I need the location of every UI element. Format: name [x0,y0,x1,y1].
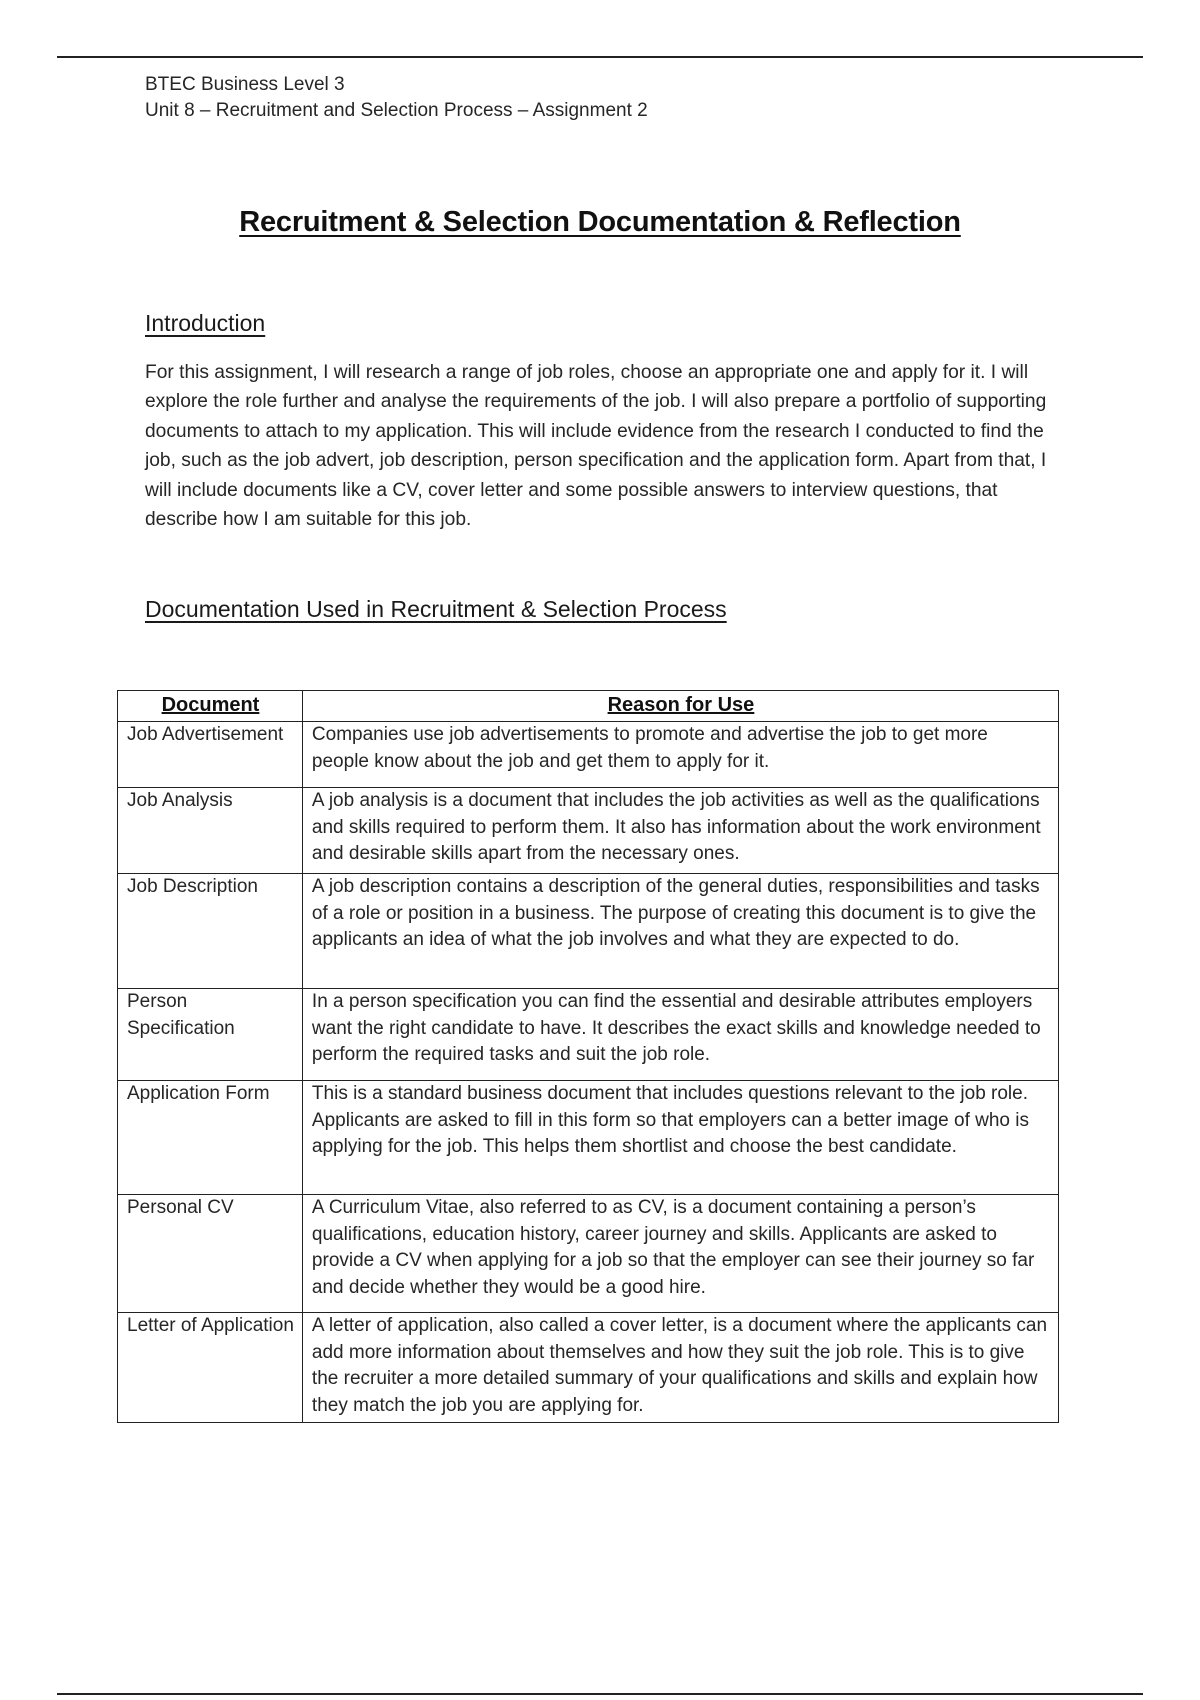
column-header-document: Document [118,691,303,722]
reason-cell: This is a standard business document that includes questions relevant to the job role. Applicants are asked to fill in this form so that employers can a better image of who is applying for the job. This helps them shortlist and choose the best candidate. [302,1080,1058,1194]
table-row [118,1312,1059,1422]
header-course: BTEC Business Level 3 [145,74,345,95]
table-header-row [118,691,1059,722]
table-row [118,1194,1059,1312]
document-cell: Letter of Application [118,1312,303,1422]
document-header [145,72,648,124]
document-cell: Job Advertisement [118,721,303,787]
top-rule [57,56,1143,58]
document-cell: Job Analysis [118,787,303,873]
column-header-reason: Reason for Use [302,691,1058,722]
page-title: Recruitment & Selection Documentation & Reflection [239,206,961,238]
document-cell: Personal CV [118,1194,303,1312]
table-row [118,1080,1059,1194]
table-row [118,787,1059,873]
reason-cell: Companies use job advertisements to promote and advertise the job to get more people know about the job and get them to apply for it. [302,721,1058,787]
reason-cell: A letter of application, also called a cover letter, is a document where the applicants can add more information about themselves and how they suit the job role. This is to give the recruiter a more detailed summary of your qualifications and skills and explain how they match the job you are applying for. [302,1312,1058,1422]
introduction-text: For this assignment, I will research a range of job roles, choose an appropriate one and apply for it. I will explore the role further and analyse the requirements of the job. I will also prepare a portfolio of supporting documents to attach to my application. This will include evidence from the research I conducted to find the job, such as the job advert, job description, person specification and the application form. Apart from that, I will include documents like a CV, cover letter and some possible answers to interview questions, that describe how I am suitable for this job. [145,362,1047,531]
documentation-heading: Documentation Used in Recruitment & Selection Process [145,596,727,622]
reason-cell: A Curriculum Vitae, also referred to as CV, is a document containing a person’s qualifications, education history, career journey and skills. Applicants are asked to provide a CV when applying for a job so that the employer can see their journey so far and decide whether they would be a good hire. [302,1194,1058,1312]
header-unit: Unit 8 – Recruitment and Selection Process – Assignment 2 [145,100,648,121]
documentation-table [117,690,1059,1423]
bottom-rule [57,1693,1143,1695]
table-row [118,721,1059,787]
table-row [118,988,1059,1080]
reason-cell: A job description contains a description of the general duties, responsibilities and tasks of a role or position in a business. The purpose of creating this document is to give the applicants an idea of what the job involves and what they are expected to do. [302,873,1058,988]
document-cell: Job Description [118,873,303,988]
document-cell: Person Specification [118,988,303,1080]
reason-cell: A job analysis is a document that includes the job activities as well as the qualifications and skills required to perform them. It also has information about the work environment and desirable skills apart from the necessary ones. [302,787,1058,873]
introduction-heading: Introduction [145,310,266,336]
document-cell: Application Form [118,1080,303,1194]
table-row [118,873,1059,988]
reason-cell: In a person specification you can find the essential and desirable attributes employers want the right candidate to have. It describes the exact skills and knowledge needed to perform the required tasks and suit the job role. [302,988,1058,1080]
